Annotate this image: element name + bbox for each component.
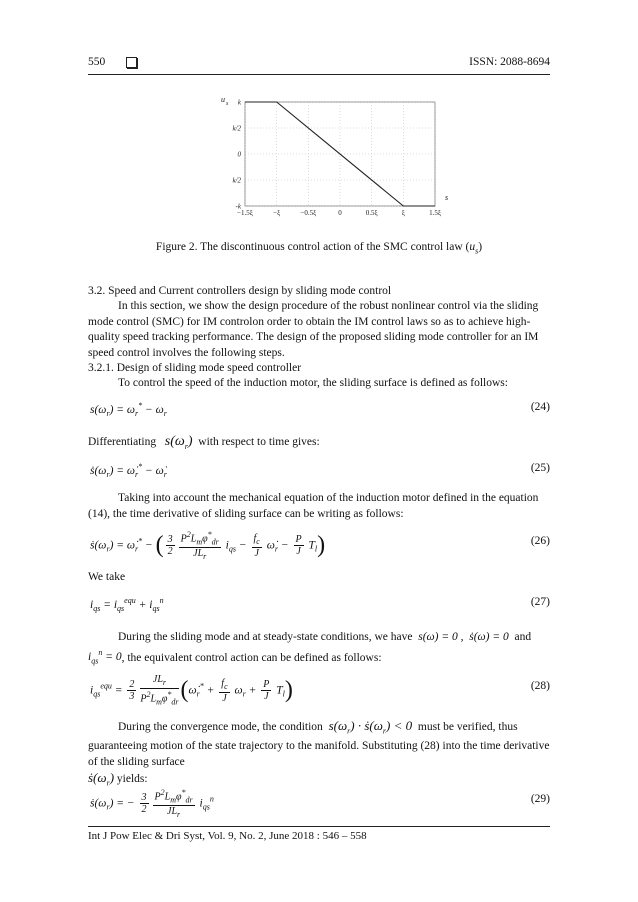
y-tick-label: k/2: [232, 176, 241, 185]
we-take-text: We take: [88, 571, 126, 583]
issn-label: ISSN: 2088-8694: [469, 56, 550, 68]
y-tick-label: 0: [237, 150, 241, 159]
square-icon: [126, 57, 137, 68]
smc-control-chart: [195, 90, 455, 220]
equation-29: $ṡ(\omega_r)$ = − $\frac{3}{2}$ $\frac{P^2L_m\varphi^*_{dr}}{JL_r}$ $i_{qs}^n$ (29): [90, 788, 550, 820]
x-tick-label: 0.5ξ: [365, 209, 378, 217]
y-axis-label-sub: s: [226, 101, 229, 107]
intro-paragraph: In this section, we show the design procedure of the robust nonlinear control via the sliding mode control (SMC) for IM controlon order to obtain the IM control laws so as to achieve high-quality speed tracking performance. The design of the proposed sliding mode controller for an IM speed control involves the following steps.: [88, 300, 539, 359]
equation-number: (29): [530, 793, 550, 805]
footer-rule: [88, 826, 550, 827]
mechanical-equation-text: Taking into account the mechanical equation of the induction motor defined in the equation (14), the time derivative of sliding surface can be writing as follows:: [88, 492, 539, 520]
equation-number: (28): [530, 680, 550, 692]
equation-28: $i_{qs}^{equ}$ = $\frac{2}{3}$ $\frac{JL_r}{P^2L_m\varphi^*_{dr}}$ ($\omegȧ_r^*$ + $\frac{f_c}{J}$ $\omega_r$ + $\frac{P}{J}$ $T_l$) (28): [90, 674, 550, 707]
section-title: 3.2. Speed and Current controllers design by sliding mode control: [88, 285, 392, 297]
convergence-text: During the convergence mode, the condition $s(\omega_r)$ · $ṡ(\omega_r) < 0$ must be verified, thus guaranteeing motion of the state trajectory to the manifold. Substituting (28) into the time derivative of the sliding surface $ṡ(\omega_r)$ yields:: [88, 718, 550, 788]
equation-number: (26): [530, 535, 550, 547]
equation-25: $ṡ(\omega_r)$ = $\omegȧ_r^*$ − $\omegȧ_r$ (25): [90, 462, 550, 480]
equation-24: $s(\omega_r) = \omega_r^* - \omega_r$ (24): [90, 401, 550, 419]
differentiating-text: Differentiating $s(\omega_r)$ with respect to time gives:: [88, 434, 320, 451]
page-header: [88, 56, 550, 74]
equation-26: $ṡ(\omega_r)$ = $\omegȧ_r^*$ − ( $\frac{3}{2}$ $\frac{P^2L_m\varphi^*_{dr}}{JL_r}$ $i_{qs}$ − $\frac{f_c}{J}$ $\omegȧ_r$ − $\frac{P}{J}$ $T_l$) (26): [90, 530, 550, 562]
figure-caption: Figure 2. The discontinuous control action of the SMC control law $(u_s)$: [155, 241, 483, 256]
header-rule: [88, 74, 550, 75]
x-tick-label: 0: [338, 209, 342, 217]
y-axis-label: u: [221, 95, 225, 104]
x-tick-label: −1.5ξ: [237, 209, 253, 217]
page-number: 550: [88, 56, 106, 68]
x-tick-label: −0.5ξ: [300, 209, 317, 217]
x-tick-label: −ξ: [273, 209, 281, 217]
steady-state-text: During the sliding mode and at steady-state conditions, we have s(ω) = 0 , ṡ(ω) = 0 and $i_{qs}^n = 0$, the equivalent control action can be defined as follows:: [88, 631, 534, 666]
equation-number: (25): [530, 462, 550, 474]
x-axis-label: s: [445, 193, 449, 202]
sliding-surface-text: To control the speed of the induction motor, the sliding surface is defined as follows:: [118, 377, 508, 389]
journal-footer: Int J Pow Elec & Dri Syst, Vol. 9, No. 2, June 2018 : 546 – 558: [88, 830, 367, 842]
equation-number: (27): [530, 596, 550, 608]
subsection-title: 3.2.1. Design of sliding mode speed controller: [88, 362, 302, 374]
x-tick-label: ξ: [401, 209, 405, 217]
equation-27: $i_{qs} = i_{qs}^{equ} + i_{qs}^n$ (27): [90, 596, 550, 614]
y-tick-label: k/2: [232, 124, 241, 133]
y-tick-label: -k: [235, 202, 241, 211]
equation-number: (24): [530, 401, 550, 413]
y-tick-label: k: [237, 98, 241, 107]
x-tick-label: 1.5ξ: [429, 209, 441, 217]
